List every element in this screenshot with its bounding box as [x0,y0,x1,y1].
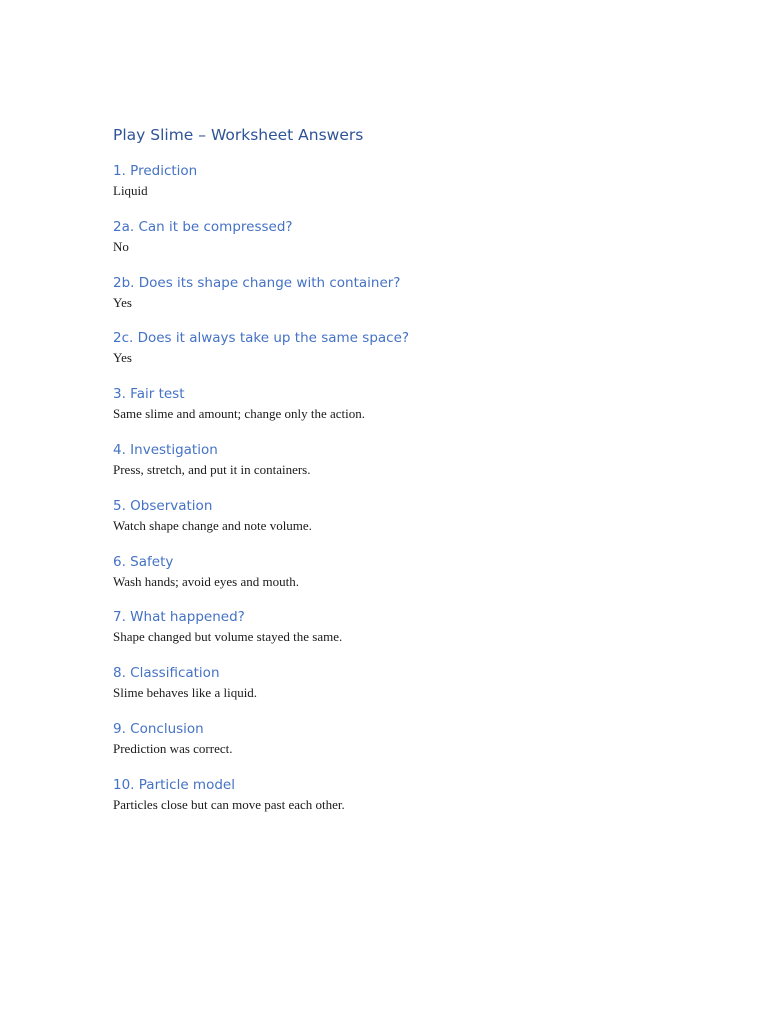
section-heading: 1. Prediction [113,163,198,179]
section-answer: Slime behaves like a liquid. [113,685,258,701]
section-compressed [113,216,713,272]
section-same-space [113,327,713,383]
section-heading: 10. Particle model [113,776,235,793]
answer-sections [113,160,713,830]
section-answer: Yes [113,350,132,366]
section-answer: Liquid [113,183,148,198]
section-what-happened [113,606,713,662]
section-answer: Shape changed but volume stayed the same. [113,629,343,645]
section-heading: 6. Safety [113,553,174,570]
section-heading: 8. Classification [113,665,220,682]
section-heading: 5. Observation [113,497,213,514]
section-safety [113,551,713,607]
section-particle-model [113,774,713,830]
section-heading: 2a. Can it be compressed? [113,218,293,235]
section-shape-change [113,272,713,328]
section-fair-test [113,383,713,439]
section-investigation [113,439,713,495]
section-answer: Watch shape change and note volume. [113,517,312,533]
section-answer: Same slime and amount; change only the action. [113,406,365,422]
section-conclusion [113,718,713,774]
section-heading: 9. Conclusion [113,720,204,737]
section-heading: 4. Investigation [113,441,218,458]
section-prediction [113,160,713,216]
section-heading: 3. Fair test [113,386,185,403]
section-answer: Press, stretch, and put it in containers. [113,461,311,477]
section-heading: 2b. Does its shape change with container? [113,274,401,291]
section-answer: Prediction was correct. [113,740,233,756]
document-page [113,124,713,830]
document-title: Play Slime – Worksheet Answers [113,126,364,144]
section-classification [113,662,713,718]
section-answer: Yes [113,294,132,310]
section-observation [113,495,713,551]
section-answer: Wash hands; avoid eyes and mouth. [113,573,299,589]
section-answer: No [113,238,129,254]
section-heading: 2c. Does it always take up the same space? [113,330,410,347]
section-heading: 7. What happened? [113,609,245,626]
section-answer: Particles close but can move past each other. [113,796,345,812]
